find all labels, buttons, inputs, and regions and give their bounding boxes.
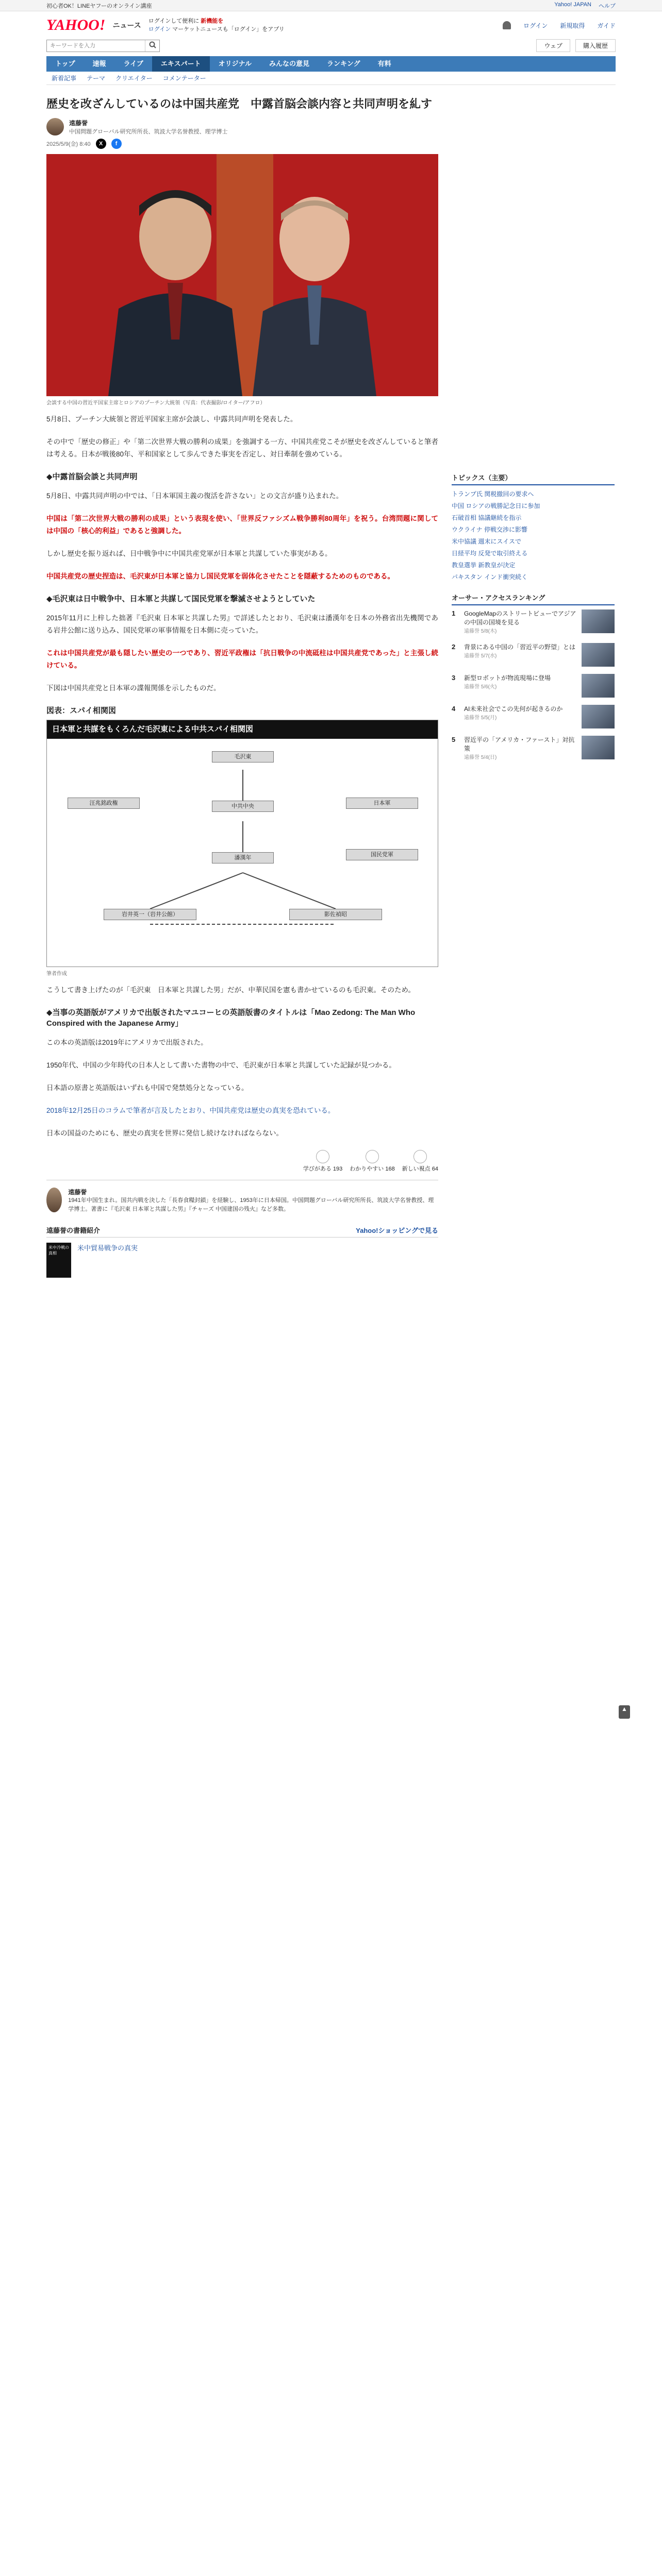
author-description: 中国問題グローバル研究所所長、筑波大学名誉教授、理学博士 [69, 128, 228, 135]
yahoo-japan-link[interactable]: Yahoo! JAPAN [554, 1, 591, 8]
ranking-heading: オーサー・アクセスランキング [452, 592, 615, 605]
reaction-bar [46, 1150, 438, 1173]
promo-link[interactable]: 初心者OK！LINEヤフーのオンライン講座 [46, 3, 152, 9]
help-link[interactable]: ヘルプ [599, 3, 616, 9]
diagram-node: 潘漢年 [212, 852, 274, 863]
article-main [46, 91, 438, 1278]
nav-breaking[interactable]: 速報 [92, 60, 106, 67]
section-heading-1: ◆中露首脳会談と共同声明 [46, 472, 138, 481]
search-row [0, 37, 662, 56]
ranking-item[interactable] [452, 674, 615, 698]
ranking-item[interactable] [452, 609, 615, 636]
bio-avatar[interactable] [46, 1188, 62, 1212]
news-logo-label[interactable]: ニュース [112, 21, 141, 29]
intro-paragraph: 5月8日、プーチン大統領と習近平国家主席が会談し、中露共同声明を発表した。 [46, 415, 297, 423]
history-button[interactable]: 購入履歴 [575, 39, 616, 52]
book-cover: 米中冷戦の真相 [46, 1243, 71, 1278]
diagram-node: 汪兆銘政権 [68, 798, 140, 809]
body-paragraph: こうして書き上げたのが「毛沢東 日本軍と共謀した男」だが、中華民国を憲も書かせているのも毛沢東。そのため。 [46, 986, 415, 994]
author-bio [46, 1180, 438, 1214]
search-button[interactable] [145, 40, 159, 52]
diagram-node: 影佐禎昭 [289, 909, 382, 920]
meta-row [46, 139, 438, 149]
search-box [46, 40, 160, 52]
publish-date: 2025/5/9(金) 8:40 [46, 141, 91, 147]
topic-item[interactable]: トランプ氏 関税撤回の要求へ [452, 490, 534, 498]
rank-thumbnail[interactable] [582, 643, 615, 667]
body-paragraph-emphasis: これは中国共産党が最も隠したい歴史の一つであり、習近平政権は「抗日戦争の中流砥柱は中国共産党であった」と主張し続けている。 [46, 649, 438, 669]
ranking-item[interactable] [452, 736, 615, 762]
topic-item[interactable]: 中国 ロシアの戦勝記念日に参加 [452, 502, 540, 510]
topic-item[interactable]: 日経平均 反発で取引終える [452, 550, 528, 557]
reaction-count: 193 [333, 1166, 343, 1172]
nav-top[interactable]: トップ [55, 60, 75, 67]
body-paragraph-link[interactable]: 2018年12月25日のコラムで筆者が言及したとおり、中国共産党は歴史の真実を恐れている。 [46, 1107, 335, 1114]
body-paragraph: 5月8日、中露共同声明の中では、「日本軍国主義の復活を許さない」との文言が盛り込まれた。 [46, 492, 343, 500]
rank-title[interactable]: 新型ロボットが物流現場に登場 [464, 674, 551, 682]
nav-ranking[interactable]: ランキング [327, 60, 360, 67]
rank-byline: 遠藤誉 5/4(日) [464, 755, 497, 760]
facebook-share-icon[interactable]: f [111, 139, 122, 149]
bio-text: 1941年中国生まれ。国共内戦を決した「長春食糧封鎖」を経験し、1953年に日本帰国。中国問題グローバル研究所所長、筑波大学名誉教授、理学博士。著書に『毛沢東 日本軍と共謀した男』『チャーズ 中国建国の残火』など多数。 [68, 1197, 434, 1212]
diagram-node: 毛沢東 [212, 751, 274, 762]
subnav-commentator[interactable]: コメンテーター [162, 75, 206, 82]
rank-number: 4 [452, 705, 456, 713]
login-link[interactable]: ログイン [523, 22, 548, 29]
reaction-count: 64 [432, 1166, 438, 1172]
sidebar [452, 91, 615, 1278]
scroll-to-top-button[interactable] [619, 1705, 630, 1719]
rank-number: 3 [452, 674, 456, 682]
topic-item[interactable]: ウクライナ 停戦交渉に影響 [452, 526, 527, 533]
books-shop-link[interactable]: Yahoo!ショッピングで見る [356, 1227, 438, 1234]
photo-caption: 会談する中国の習近平国家主席とロシアのプーチン大統領（写真：代表撮影/ロイター/アフロ） [46, 400, 266, 406]
body-paragraph: 日本語の原書と英語版はいずれも中国で発禁処分となっている。 [46, 1084, 249, 1092]
topic-item[interactable]: 米中協議 週末にスイスで [452, 538, 521, 545]
nav-opinion[interactable]: みんなの意見 [269, 60, 309, 67]
body-paragraph: この本の英語版は2019年にアメリカで出版された。 [46, 1039, 208, 1046]
rank-number: 2 [452, 643, 456, 651]
x-share-icon[interactable]: X [96, 139, 106, 149]
rank-thumbnail[interactable] [582, 609, 615, 633]
body-paragraph: 下図は中国共産党と日本軍の諜報関係を示したものだ。 [46, 684, 221, 692]
diagram-title: 図表：スパイ相関図 [46, 706, 117, 715]
topics-list [452, 489, 615, 582]
section-heading-2: ◆毛沢東は日中戦争中、日本軍と共謀して国民党軍を撃滅させようとしていた [46, 595, 316, 603]
bell-icon[interactable] [503, 21, 511, 29]
site-header [0, 11, 662, 37]
rank-byline: 遠藤誉 5/5(月) [464, 715, 497, 721]
main-nav [46, 56, 616, 72]
diagram-node: 国民党軍 [346, 849, 418, 860]
diagram-node: 日本軍 [346, 798, 418, 809]
search-icon [149, 41, 156, 48]
reaction-label: 新しい視点 [402, 1166, 431, 1172]
login-promo [148, 17, 285, 33]
subnav-new[interactable]: 新着記事 [52, 75, 77, 82]
author-avatar[interactable] [46, 118, 64, 135]
rank-thumbnail[interactable] [582, 674, 615, 698]
promo-line-1b[interactable]: 新機能を [201, 18, 224, 24]
rank-title[interactable]: AI未来社会でこの先何が起きるのか [464, 705, 563, 713]
sub-nav [46, 72, 616, 85]
eye-icon [413, 1150, 427, 1163]
search-input[interactable] [47, 40, 145, 52]
rank-byline: 遠藤誉 5/8(木) [464, 629, 497, 634]
yahoo-logo[interactable]: YAHOO! [46, 16, 106, 33]
arrow-up-icon: ▲ [621, 1705, 627, 1713]
topic-item[interactable]: 石破首相 協議継続を指示 [452, 514, 522, 521]
book-item[interactable] [46, 1243, 438, 1278]
section-heading-3: ◆当事の英語版がアメリカで出版されたマユコーヒの英語版書のタイトルは「Mao Zedong: The Man Who Conspired with the Japanese Army」 [46, 1008, 416, 1028]
nav-paid[interactable]: 有料 [377, 60, 391, 67]
article-title: 歴史を改ざんしているのは中国共産党 中露首脳会談内容と共同声明を糺す [46, 97, 433, 110]
books-header [46, 1225, 438, 1238]
ranking-item[interactable] [452, 643, 615, 667]
rank-title[interactable]: GoogleMapのストリートビューでアジアの中国の国境を見る [464, 610, 576, 626]
rank-thumbnail[interactable] [582, 736, 615, 759]
body-paragraph: 2015年11月に上梓した拙著『毛沢東 日本軍と共謀した男』で詳述したとおり、毛沢東は潘漢年を日本の外務省出先機関である岩井公館に送り込み、国民党軍の軍事情報を日本側に売っていた。 [46, 614, 438, 634]
article-photo [46, 154, 438, 396]
diagram-header: 日本軍と共謀をもくろんだ毛沢東による中共スパイ相関図 [47, 720, 438, 739]
ranking-item[interactable] [452, 705, 615, 728]
nav-live[interactable]: ライブ [123, 60, 143, 67]
reaction-new[interactable] [402, 1150, 438, 1173]
rank-byline: 遠藤誉 5/6(火) [464, 684, 497, 690]
bio-name[interactable]: 遠藤誉 [68, 1189, 87, 1196]
book-title[interactable]: 米中貿易戦争の真実 [77, 1244, 138, 1252]
intro-paragraph: その中で「歴史の修正」や「第二次世界大戦の勝利の成果」を強調する一方、中国共産党こそが歴史を改ざんしていると筆者は考える。日本が戦後80年、平和国家として歩んできた事実を否定し、対日牽制を強めている。 [46, 438, 438, 458]
subnav-theme[interactable]: テーマ [87, 75, 106, 82]
body-paragraph-emphasis: 中国共産党の歴史捏造は、毛沢東が日本軍と協力し国民党軍を弱体化させたことを隠蔽するためのものである。 [46, 572, 394, 580]
top-utility-bar [0, 0, 662, 11]
diagram-node: 岩井英一（岩井公館） [104, 909, 196, 920]
topic-item[interactable]: 教皇選挙 新教皇が決定 [452, 562, 516, 569]
author-name[interactable]: 遠藤誉 [69, 119, 88, 127]
web-search-button[interactable]: ウェブ [536, 39, 570, 52]
rank-number: 5 [452, 736, 456, 743]
reaction-count: 168 [385, 1166, 395, 1172]
rank-thumbnail[interactable] [582, 705, 615, 728]
reaction-clear[interactable] [350, 1150, 394, 1173]
lightbulb-icon [316, 1150, 329, 1163]
reaction-label: 学びがある [303, 1166, 332, 1172]
author-row [46, 118, 438, 135]
diagram-node: 中共中央 [212, 801, 274, 812]
sidebar-spacer [452, 91, 615, 472]
promo-line-2b: マーケットニュースも「ログイン」をアプリ [172, 26, 285, 32]
topics-heading: トピックス（主要） [452, 472, 615, 485]
nav-original[interactable]: オリジナル [218, 60, 252, 67]
rank-byline: 遠藤誉 5/7(水) [464, 653, 497, 659]
body-paragraph: しかし歴史を振り返れば、日中戦争中に中国共産党軍が日本軍と共謀していた事実がある。 [46, 550, 332, 557]
reaction-label: わかりやすい [350, 1166, 384, 1172]
nav-expert[interactable]: エキスパート [152, 56, 210, 72]
reaction-learn[interactable] [303, 1150, 342, 1173]
body-paragraph: 日本の国益のためにも、歴史の真実を世界に発信し続けなければならない。 [46, 1129, 283, 1137]
promo-line-1a: ログインして便利に [148, 18, 200, 24]
subnav-creator[interactable]: クリエイター [115, 75, 153, 82]
guide-link[interactable]: ガイド [597, 22, 616, 29]
body-paragraph: 1950年代、中国の少年時代の日本人として書いた書物の中で、毛沢東が日本軍と共謀していた記録が見つかる。 [46, 1061, 396, 1069]
rank-title[interactable]: 背景にある中国の「習近平の野望」とは [464, 643, 576, 651]
check-icon [366, 1150, 379, 1163]
promo-login-link[interactable]: ログイン [148, 26, 171, 32]
rank-number: 1 [452, 609, 456, 617]
diagram-caption: 筆者作成 [46, 971, 67, 977]
body-paragraph-emphasis: 中国は「第二次世界大戦の勝利の成果」という表現を使い、「世界反ファシズム戦争勝利80周年」を祝う。台湾問題に関しては中国の「核心的利益」であると強調した。 [46, 515, 438, 535]
spy-relationship-diagram [46, 720, 438, 967]
leaders-photo-illustration [46, 154, 438, 396]
rank-title[interactable]: 習近平の「アメリカ・ファースト」対抗策 [464, 736, 575, 752]
topic-item[interactable]: パキスタン インド衝突続く [452, 573, 528, 581]
signup-link[interactable]: 新規取得 [560, 22, 585, 29]
books-title: 遠藤誉の書籍紹介 [46, 1227, 101, 1234]
